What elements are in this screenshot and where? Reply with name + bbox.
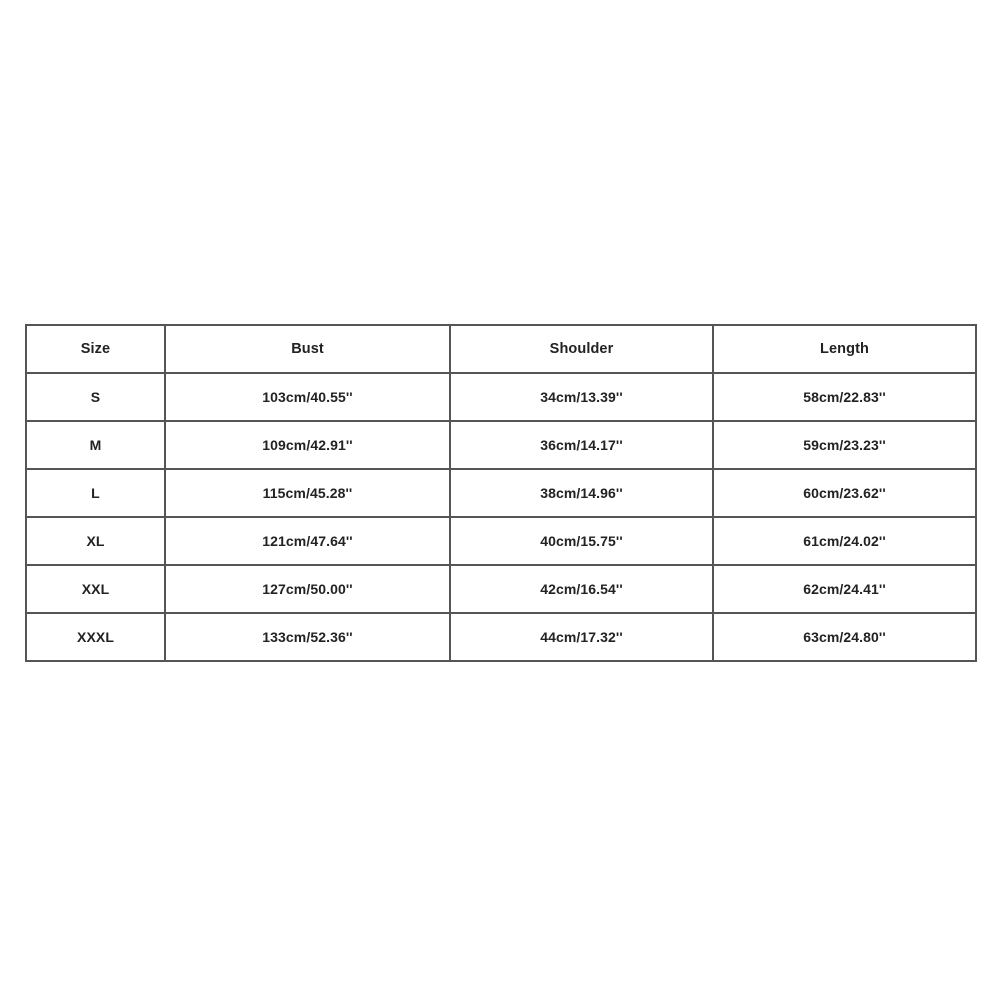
cell-length: 61cm/24.02'' — [713, 517, 976, 565]
cell-length: 60cm/23.62'' — [713, 469, 976, 517]
cell-length: 62cm/24.41'' — [713, 565, 976, 613]
table-row — [26, 565, 976, 613]
cell-shoulder: 40cm/15.75'' — [450, 517, 713, 565]
header-size: Size — [26, 325, 165, 373]
cell-bust: 103cm/40.55'' — [165, 373, 450, 421]
table-row — [26, 613, 976, 661]
cell-length: 58cm/22.83'' — [713, 373, 976, 421]
header-row — [26, 325, 976, 373]
cell-bust: 133cm/52.36'' — [165, 613, 450, 661]
cell-length: 63cm/24.80'' — [713, 613, 976, 661]
cell-shoulder: 34cm/13.39'' — [450, 373, 713, 421]
cell-shoulder: 44cm/17.32'' — [450, 613, 713, 661]
cell-bust: 109cm/42.91'' — [165, 421, 450, 469]
table-row — [26, 469, 976, 517]
header-length: Length — [713, 325, 976, 373]
size-chart-header — [26, 325, 976, 373]
cell-shoulder: 36cm/14.17'' — [450, 421, 713, 469]
cell-length: 59cm/23.23'' — [713, 421, 976, 469]
cell-size: XXL — [26, 565, 165, 613]
cell-size: L — [26, 469, 165, 517]
cell-bust: 115cm/45.28'' — [165, 469, 450, 517]
size-chart-body — [26, 373, 976, 661]
table-row — [26, 373, 976, 421]
cell-size: M — [26, 421, 165, 469]
header-bust: Bust — [165, 325, 450, 373]
cell-size: S — [26, 373, 165, 421]
cell-size: XXXL — [26, 613, 165, 661]
cell-shoulder: 38cm/14.96'' — [450, 469, 713, 517]
cell-shoulder: 42cm/16.54'' — [450, 565, 713, 613]
header-shoulder: Shoulder — [450, 325, 713, 373]
size-chart-table — [25, 324, 977, 662]
table-row — [26, 517, 976, 565]
table-row — [26, 421, 976, 469]
cell-bust: 127cm/50.00'' — [165, 565, 450, 613]
cell-size: XL — [26, 517, 165, 565]
cell-bust: 121cm/47.64'' — [165, 517, 450, 565]
